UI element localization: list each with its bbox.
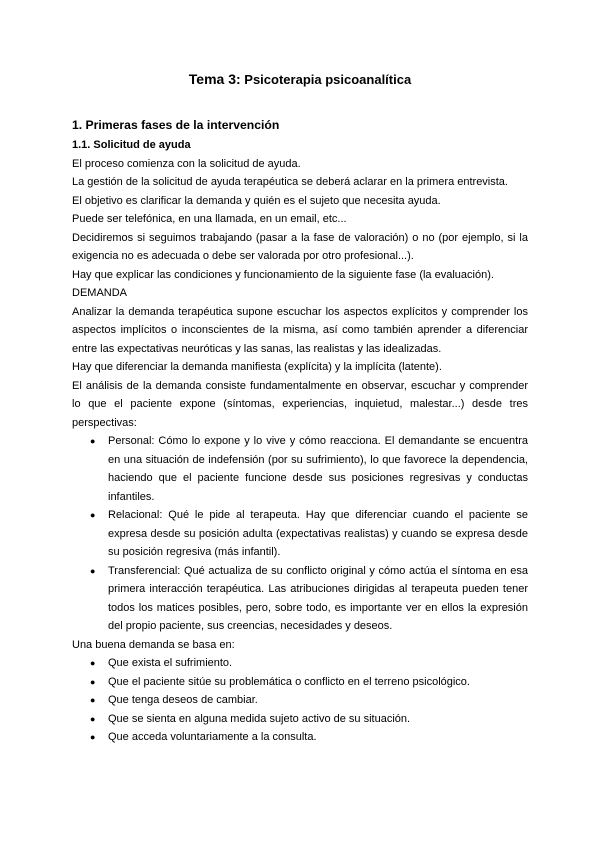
paragraph: Decidiremos si seguimos trabajando (pasar a la fase de valoración) o no (por ejemplo, si la exigencia no es adecuada o debe ser valorada por otro profesional...). xyxy=(72,231,528,262)
bullet-icon: ● xyxy=(90,732,96,742)
list-item xyxy=(72,710,528,729)
paragraph: Una buena demanda se basa en: xyxy=(72,638,235,651)
document-page xyxy=(72,70,528,747)
paragraph: El análisis de la demanda consiste fundamentalmente en observar, escuchar y comprender lo que el paciente expone (síntomas, experiencias, inquietud, malestar...) desde tres perspectivas: xyxy=(72,379,528,429)
title-rest: Psicoterapia psicoanalítica xyxy=(240,72,412,87)
paragraph: Hay que explicar las condiciones y funcionamiento de la siguiente fase (la evaluación). xyxy=(72,268,494,281)
paragraph: El objetivo es clarificar la demanda y quién es el sujeto que necesita ayuda. xyxy=(72,194,441,207)
page-title xyxy=(72,70,528,89)
list-item xyxy=(72,728,528,747)
paragraph: El proceso comienza con la solicitud de ayuda. xyxy=(72,157,301,170)
list-item xyxy=(72,654,528,673)
paragraph: Puede ser telefónica, en una llamada, en un email, etc... xyxy=(72,213,347,225)
paragraph: La gestión de la solicitud de ayuda terapéutica se deberá aclarar en la primera entrevista. xyxy=(72,176,508,188)
list-item-text: Transferencial: Qué actualiza de su conflicto original y cómo actúa el síntoma en esa primera interacción terapéutica. Las atribuciones dirigidas al terapeuta pueden tener todos los matices posibles, pero, sobre todo, es importante ver en ellos la expresión del propio paciente, sus creencias, necesidades y deseos. xyxy=(108,564,528,632)
list-item xyxy=(72,432,528,506)
bullet-icon: ● xyxy=(90,658,96,668)
demanda-label: DEMANDA xyxy=(72,287,128,299)
list-item xyxy=(72,673,528,692)
section-heading: 1. Primeras fases de la intervención xyxy=(72,118,280,132)
paragraph: Analizar la demanda terapéutica supone escuchar los aspectos explícitos y comprender los aspectos implícitos o inconscientes de la misma, así como también aprender a diferenciar entre las expectativas neuróticas y las sanas, las realistas y las idealizadas. xyxy=(72,305,528,355)
title-prefix: Tema 3: xyxy=(188,71,241,87)
paragraph: Hay que diferenciar la demanda manifiesta (explícita) y la implícita (latente). xyxy=(72,361,442,373)
bullet-icon: ● xyxy=(90,713,96,724)
bullet-icon: ● xyxy=(90,695,96,705)
bullet-icon: ● xyxy=(90,676,96,687)
list-item-text: Personal: Cómo lo expone y lo vive y cómo reacciona. El demandante se encuentra en una situación de indefensión (por su sufrimiento), lo que favorece la dependencia, haciendo que el paciente funcione desde sus posiciones regresivas y conductas infantiles. xyxy=(108,435,528,503)
perspectives-list xyxy=(72,432,528,636)
list-item xyxy=(72,562,528,636)
list-item-text: Relacional: Qué le pide al terapeuta. Hay que diferenciar cuando el paciente se expresa desde su posición adulta (expectativas realistas) y cuando se expresa desde su posición regresiva (más infantil). xyxy=(108,509,528,558)
list-item-text: Que tenga deseos de cambiar. xyxy=(108,694,258,706)
bullet-icon: ● xyxy=(90,510,96,520)
subsection-heading: 1.1. Solicitud de ayuda xyxy=(72,139,191,151)
list-item-text: Que acceda voluntariamente a la consulta. xyxy=(108,731,317,743)
list-item-text: Que se sienta en alguna medida sujeto activo de su situación. xyxy=(108,712,411,725)
list-item xyxy=(72,506,528,562)
list-item xyxy=(72,691,528,710)
list-item-text: Que el paciente sitúe su problemática o conflicto en el terreno psicológico. xyxy=(108,675,470,688)
bullet-icon: ● xyxy=(90,565,96,576)
list-item-text: Que exista el sufrimiento. xyxy=(108,657,233,669)
bullet-icon: ● xyxy=(90,436,96,446)
good-demand-list xyxy=(72,654,528,747)
